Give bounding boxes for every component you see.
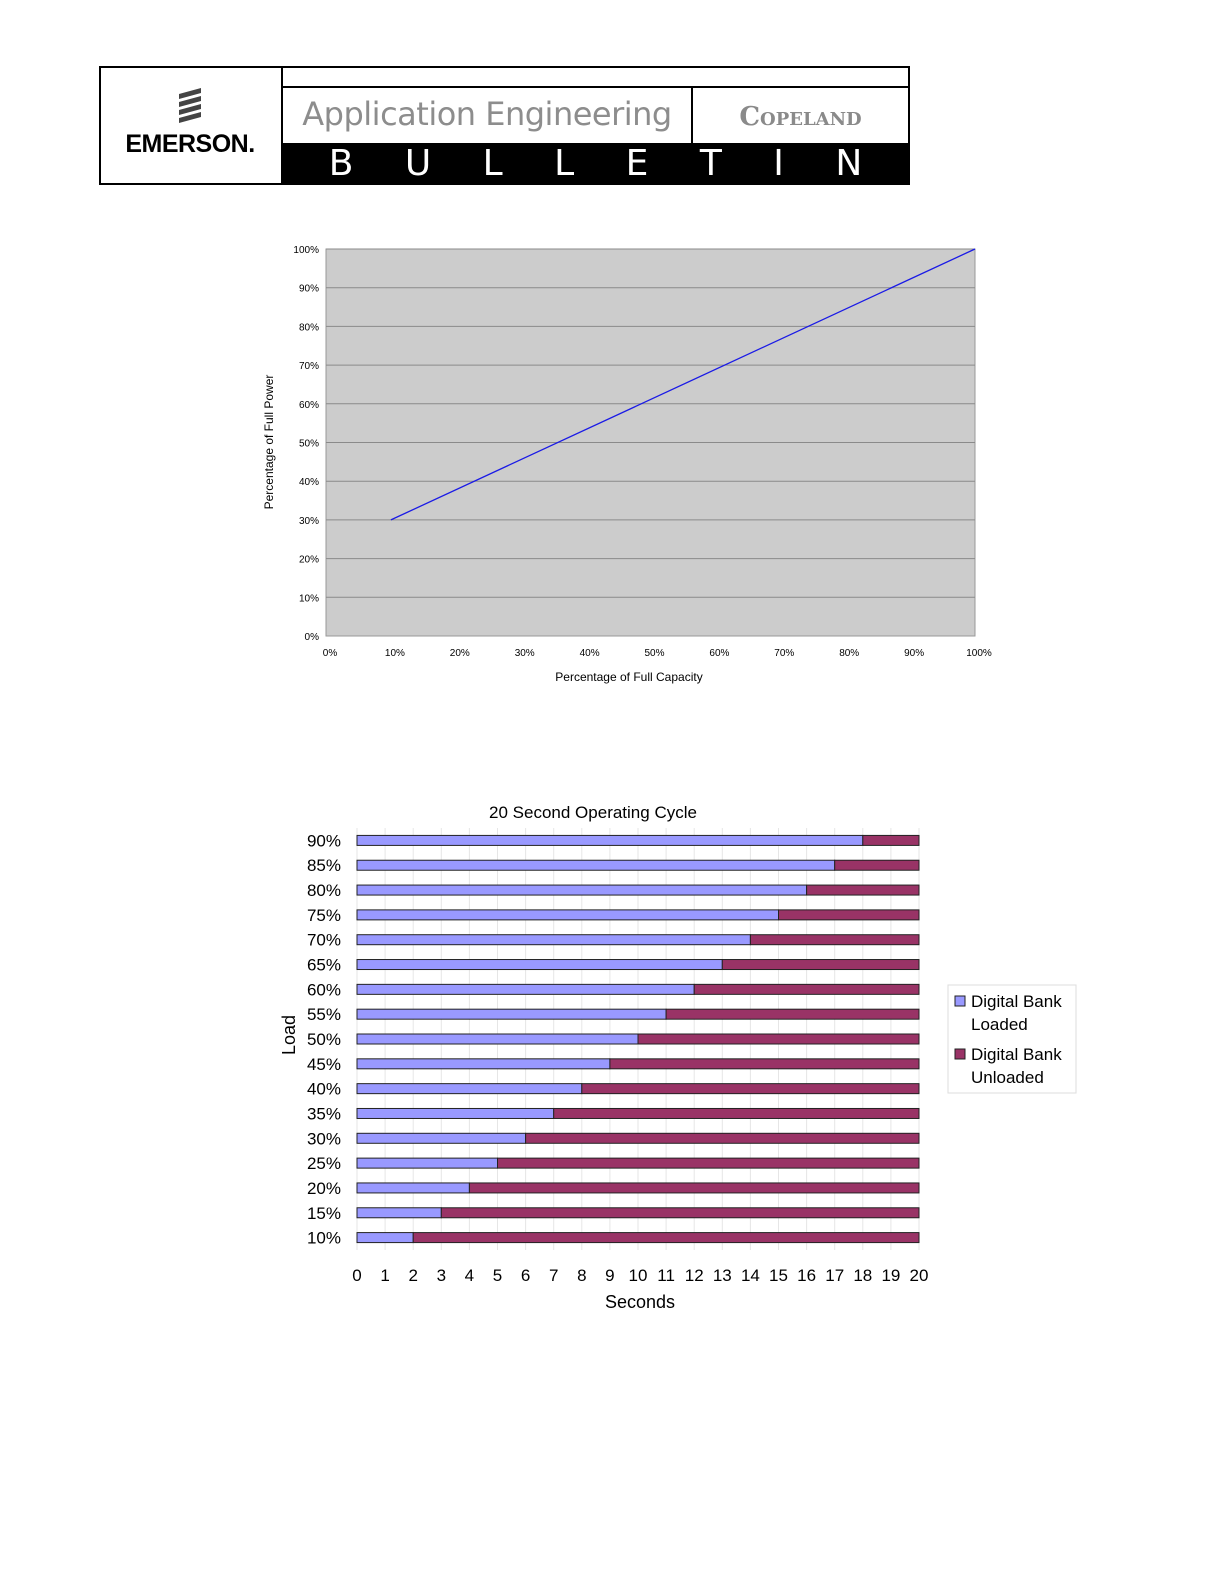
bar-unloaded — [750, 935, 919, 945]
x-tick-label: 3 — [436, 1266, 447, 1285]
x-tick-label: 2 — [408, 1266, 418, 1285]
legend-label: Loaded — [971, 1015, 1028, 1034]
y-tick-label: 40% — [306, 1079, 341, 1099]
y-tick-label: 85% — [306, 856, 341, 876]
x-tick-label: 10% — [384, 648, 405, 659]
bulletin-letter: E — [625, 142, 649, 184]
chart-title: 20 Second Operating Cycle — [489, 803, 697, 822]
emerson-logo-mark-icon — [173, 88, 207, 128]
x-tick-label: 18 — [853, 1266, 873, 1285]
y-tick-label: 0% — [304, 632, 319, 643]
y-axis-label: Load — [279, 1014, 299, 1056]
app-engineering-title: Application Engineering — [283, 88, 693, 144]
bar-loaded — [357, 1059, 610, 1069]
x-tick-label: 40% — [579, 648, 600, 659]
bar-loaded — [357, 1133, 526, 1143]
x-tick-label: 15 — [769, 1266, 788, 1285]
bar-loaded — [357, 860, 835, 870]
x-tick-label: 5 — [492, 1266, 503, 1285]
legend-swatch — [955, 996, 965, 1006]
y-tick-label: 20% — [298, 554, 319, 566]
x-tick-label: 10 — [628, 1266, 648, 1285]
operating-cycle-chart — [0, 795, 1224, 1335]
x-tick-label: 30% — [514, 648, 535, 659]
y-tick-label: 40% — [298, 477, 319, 489]
x-tick-label: 16 — [797, 1266, 817, 1285]
bar-unloaded — [554, 1108, 919, 1118]
x-tick-label: 11 — [657, 1266, 675, 1285]
x-tick-label: 0% — [322, 648, 338, 659]
logo-text: EMERSON. — [125, 130, 255, 158]
y-tick-label: 90% — [298, 283, 319, 295]
bar-loaded — [357, 835, 863, 845]
bar-loaded — [357, 1233, 413, 1243]
y-tick-label: 25% — [306, 1154, 341, 1174]
x-tick-label: 13 — [712, 1266, 732, 1285]
y-tick-label: 80% — [298, 322, 319, 334]
x-tick-label: 0 — [352, 1266, 362, 1285]
x-tick-label: 12 — [684, 1266, 704, 1285]
bar-loaded — [357, 1183, 469, 1193]
y-tick-label: 60% — [306, 980, 341, 1000]
bar-loaded — [357, 1208, 441, 1218]
bar-unloaded — [469, 1183, 919, 1193]
y-tick-label: 90% — [306, 831, 341, 851]
y-tick-label: 45% — [306, 1054, 341, 1074]
legend-label: Digital Bank — [971, 1045, 1062, 1064]
bar-unloaded — [722, 960, 919, 970]
x-axis-label: Percentage of Full Capacity — [555, 670, 703, 684]
x-tick-label: 7 — [548, 1266, 559, 1285]
bulletin-header — [99, 66, 910, 185]
x-tick-label: 80% — [839, 648, 860, 659]
y-tick-label: 75% — [306, 905, 341, 925]
legend-swatch — [955, 1049, 965, 1059]
x-axis-label: Seconds — [604, 1292, 676, 1312]
x-tick-label: 50% — [644, 648, 665, 659]
y-tick-label: 15% — [306, 1203, 341, 1223]
x-tick-label: 6 — [520, 1266, 531, 1285]
header-top-strip — [283, 68, 908, 88]
bar-loaded — [357, 960, 722, 970]
bar-unloaded — [835, 860, 919, 870]
bar-unloaded — [666, 1009, 919, 1019]
bar-unloaded — [582, 1084, 919, 1094]
y-tick-label: 10% — [298, 593, 319, 605]
bar-unloaded — [610, 1059, 919, 1069]
bulletin-banner — [283, 143, 908, 183]
bar-unloaded — [638, 1034, 919, 1044]
bar-unloaded — [694, 984, 919, 994]
x-tick-label: 70% — [774, 648, 795, 659]
y-axis-label: Percentage of Full Power — [262, 374, 276, 510]
x-tick-label: 8 — [577, 1266, 587, 1285]
copeland-brand: Copeland — [739, 102, 862, 132]
bar-unloaded — [779, 910, 920, 920]
x-tick-label: 19 — [881, 1266, 901, 1285]
x-tick-label: 60% — [709, 648, 730, 659]
bar-unloaded — [526, 1133, 919, 1143]
bar-unloaded — [863, 835, 919, 845]
bar-loaded — [357, 935, 750, 945]
bulletin-letter: B — [328, 142, 354, 184]
bar-loaded — [357, 1108, 554, 1118]
bar-loaded — [357, 1009, 666, 1019]
bulletin-letter: I — [773, 142, 784, 184]
bar-loaded — [357, 885, 807, 895]
x-tick-label: 4 — [464, 1266, 475, 1285]
x-tick-label: 90% — [904, 648, 925, 659]
y-tick-label: 70% — [298, 361, 319, 373]
y-tick-label: 30% — [298, 515, 319, 527]
bar-loaded — [357, 910, 779, 920]
x-tick-label: 17 — [825, 1266, 845, 1285]
y-tick-label: 100% — [293, 245, 319, 256]
y-tick-label: 35% — [306, 1104, 341, 1124]
y-tick-label: 65% — [306, 955, 341, 975]
bar-loaded — [357, 1158, 498, 1168]
bulletin-letter: T — [699, 142, 722, 184]
bar-loaded — [357, 1034, 638, 1044]
x-tick-label: 1 — [380, 1266, 390, 1285]
y-tick-label: 50% — [298, 438, 319, 450]
y-tick-label: 70% — [306, 930, 341, 950]
y-tick-label: 20% — [306, 1178, 341, 1198]
emerson-logo — [101, 68, 283, 183]
legend-label: Unloaded — [971, 1068, 1044, 1087]
bar-unloaded — [413, 1233, 919, 1243]
bulletin-letter: U — [404, 142, 432, 184]
y-tick-label: 30% — [306, 1129, 341, 1149]
x-tick-label: 20 — [909, 1266, 929, 1285]
bar-unloaded — [441, 1208, 919, 1218]
y-tick-label: 60% — [298, 399, 319, 411]
y-tick-label: 10% — [306, 1228, 341, 1248]
y-tick-label: 55% — [306, 1005, 341, 1025]
legend-label: Digital Bank — [971, 992, 1062, 1011]
bar-loaded — [357, 984, 694, 994]
y-tick-label: 80% — [306, 881, 341, 901]
bar-loaded — [357, 1084, 582, 1094]
bar-unloaded — [807, 885, 919, 895]
y-tick-label: 50% — [306, 1030, 341, 1049]
x-tick-label: 14 — [740, 1266, 760, 1285]
x-tick-label: 9 — [605, 1266, 615, 1285]
bulletin-letter: L — [482, 142, 503, 184]
legend — [948, 985, 1076, 1093]
bulletin-letter: N — [835, 142, 863, 184]
x-tick-label: 20% — [449, 648, 470, 659]
x-tick-label: 100% — [966, 648, 992, 659]
bar-unloaded — [498, 1158, 920, 1168]
bulletin-letter: L — [554, 142, 575, 184]
